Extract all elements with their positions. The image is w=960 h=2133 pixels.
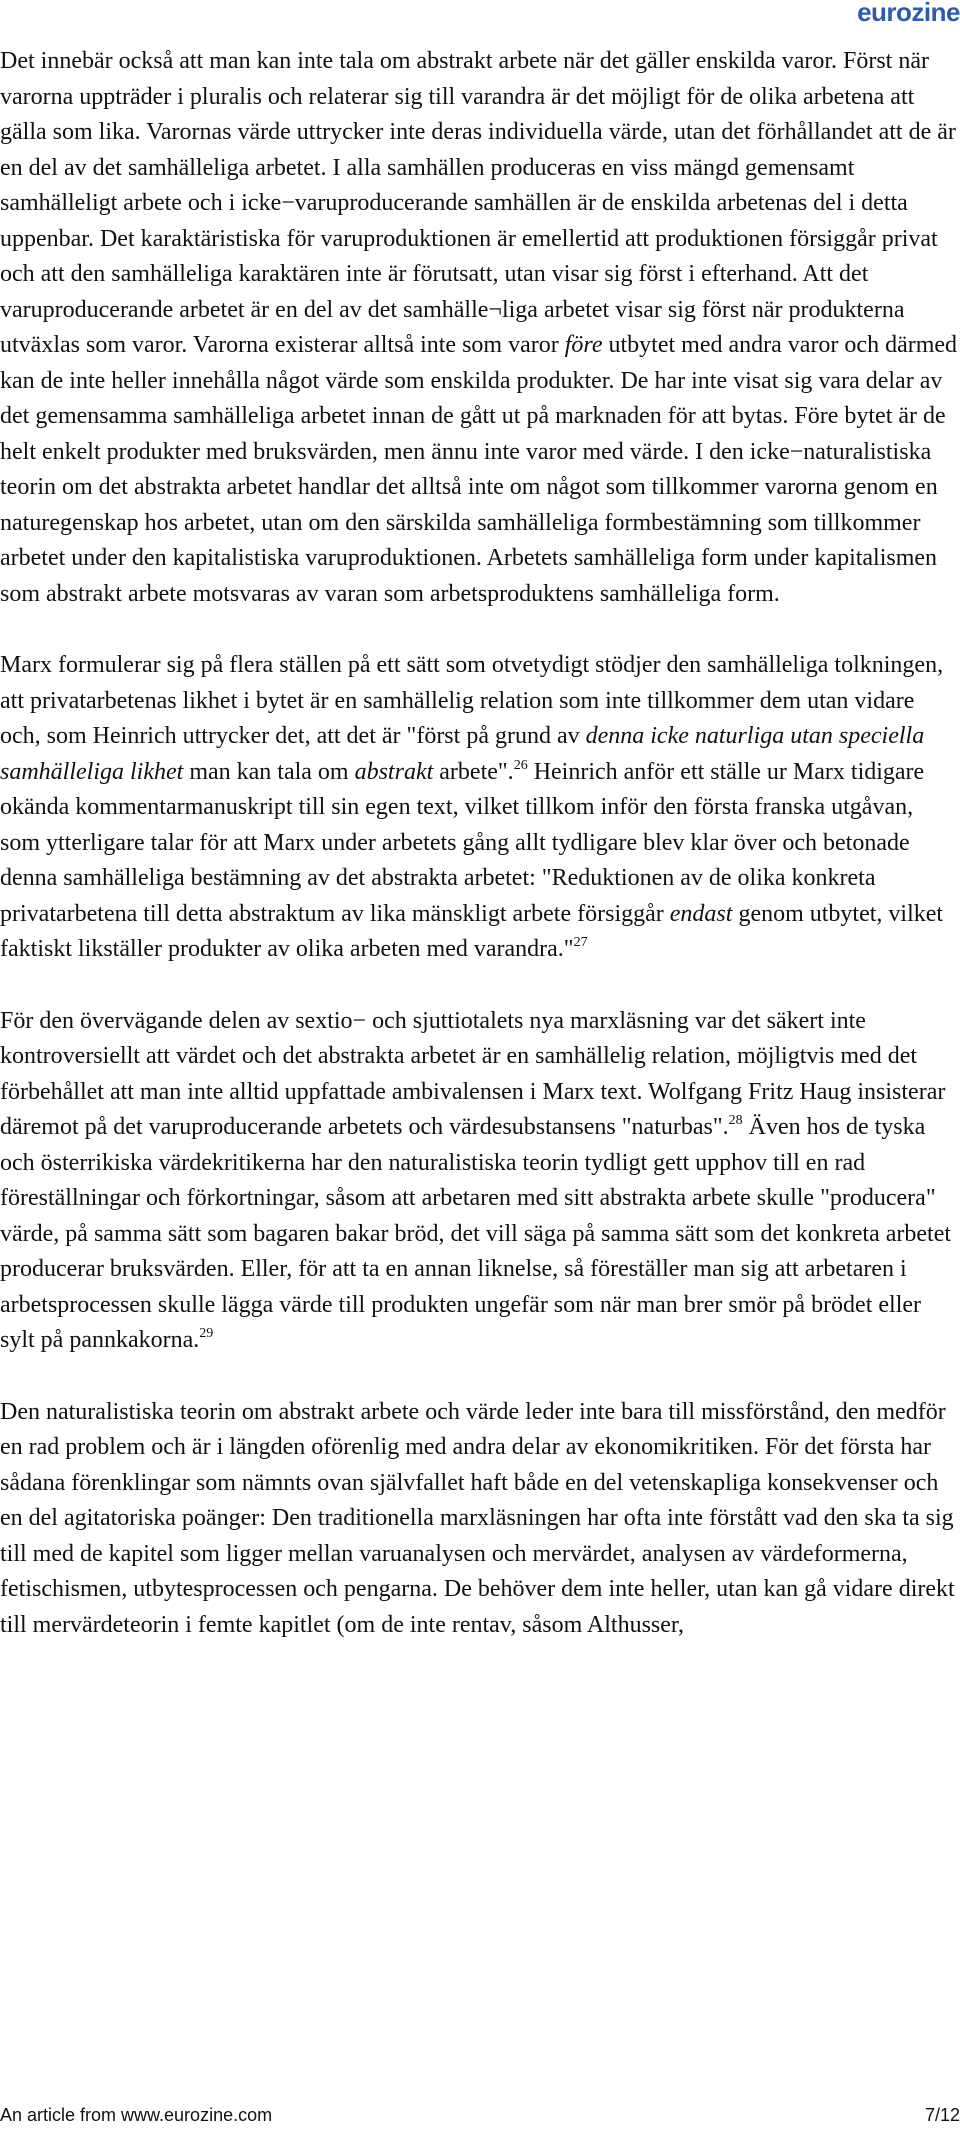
page-number: 7/12	[924, 2105, 960, 2125]
footer-source: An article from www.eurozine.com	[0, 2105, 273, 2125]
paragraph-2	[0, 648, 958, 968]
footnote-ref-26[interactable]: 26	[513, 757, 528, 773]
italic-run: före	[564, 332, 603, 358]
text-run: man kan tala om	[183, 758, 355, 785]
italic-run: denna icke naturliga utan speciella samhälleliga likhet	[0, 723, 925, 785]
text-run: Även hos de tyska och österrikiska värdekritikerna har den naturalistiska teorin tydligt gett upphov till en rad föreställningar och förkortningar, såsom att arbetaren med sitt abstrakta arbete skulle "producera" värde, på samma sätt som bagaren bakar bröd, det vill säga på samma sätt som det konkreta arbetet producerar bruksvärden. Eller, för att ta en annan liknelse, så föreställer man sig att arbetaren i arbetsprocessen skulle lägga värde till produkten ungefär som när man brer smör på brödet eller sylt på pannkakorna.	[0, 1114, 952, 1353]
article-body	[0, 44, 958, 1679]
italic-run: abstrakt	[354, 758, 434, 785]
logo-text: eurozine	[857, 0, 960, 27]
paragraph-1	[0, 44, 958, 612]
italic-run: endast	[669, 900, 733, 927]
text-run: Det innebär också att man kan inte tala om abstrakt arbete när det gäller enskilda varor. Först när varorna uppträder i pluralis och relaterar sig till varandra är det möjligt för de olika arbetena att gälla som lika. Varornas värde uttrycker inte deras individuella värde, utan det förhållandet att de är en del av det samhälleliga arbetet. I alla samhällen produceras en viss mängd gemensamt samhälleligt arbete och i icke−varuproducerande samhällen är de enskilda arbetenas del i detta uppenbar. Det karaktäristiska för varuproduktionen är emellertid att produktionen försiggår privat och att den samhälleliga karaktären inte är förutsatt, utan visar sig först i efterhand. Att det varuproducerande arbetet är en del av det samhälle¬liga arbetet visar sig först när produkterna utväxlas som varor. Varorna existerar alltså inte som varor	[0, 48, 956, 358]
text-run: Heinrich anför ett ställe ur Marx tidigare okända kommentarmanuskript till sin egen text, vilket tillkom inför den första franska utgåvan, som ytterligare talar för att Marx under arbetets gång allt tydligare blev klar över och betonade denna samhälleliga bestämning av det abstrakta arbetet: "Reduktionen av de olika konkreta privatarbetena till detta abstraktum av lika mänskligt arbete försiggår	[0, 758, 925, 927]
text-run: Den naturalistiska teorin om abstrakt arbete och värde leder inte bara till missförstånd, den medför en rad problem och är i längden oförenlig med andra delar av ekonomikritiken. För det första har sådana förenklingar som nämnts ovan självfallet haft både en del vetenskapliga konsekvenser och en del agitatoriska poänger: Den traditionella marxläsningen har ofta inte förstått vad den ska ta sig till med de kapitel som ligger mellan varuanalysen och mervärdet, analysen av värdeformerna, fetischismen, utbytesprocessen och pengarna. De behöver dem inte heller, utan kan gå vidare direkt till mervärdeteorin i femte kapitlet (om de inte rentav, såsom Althusser,	[0, 1398, 955, 1638]
eurozine-logo	[857, 0, 960, 27]
paragraph-4	[0, 1395, 958, 1644]
footnote-ref-28[interactable]: 28	[728, 1113, 743, 1128]
paragraph-3	[0, 1004, 958, 1359]
text-run: För den övervägande delen av sextio− och sjuttiotalets nya marxläsning var det säkert inte kontroversiellt att värdet och det abstrakta arbetet är en samhällelig relation, möjligtvis med det förbehållet att man inte alltid uppfattade ambivalensen i Marx text. Wolfgang Fritz Haug insisterar däremot på det varuproducerande arbetets och värdesubstansens "naturbas".	[0, 1007, 946, 1140]
text-run: Marx formulerar sig på flera ställen på ett sätt som otvetydigt stödjer den samhälleliga tolkningen, att privatarbetenas likhet i bytet är en samhällelig relation som inte tillkommer dem utan vidare och, som Heinrich uttrycker det, att det är "först på grund av	[0, 652, 944, 749]
footnote-ref-27[interactable]: 27	[573, 935, 588, 950]
footnote-ref-29[interactable]: 29	[199, 1326, 214, 1341]
text-run: genom utbytet, vilket faktiskt likställer produkter av olika arbeten med varandra."	[0, 900, 944, 962]
text-run: utbytet med andra varor och därmed kan de inte heller innehålla något värde som enskilda produkter. De har inte visat sig vara delar av det gemensamma samhälleliga arbetet innan de gått ut på marknaden för att bytas. Före bytet är de helt enkelt produkter med bruksvärden, men ännu inte varor med värde. I den icke−naturalistiska teorin om det abstrakta arbetet handlar det alltså inte om något som tillkommer varorna genom en naturegenskap hos arbetet, utan om den särskilda samhälleliga formbestämning som tillkommer arbetet under den kapitalistiska varuproduktionen. Arbetets samhälleliga form under kapitalismen som abstrakt arbete motsvaras av varan som arbetsproduktens samhälleliga form.	[0, 332, 958, 607]
page-footer	[0, 2105, 960, 2129]
text-run: arbete".	[433, 758, 514, 785]
